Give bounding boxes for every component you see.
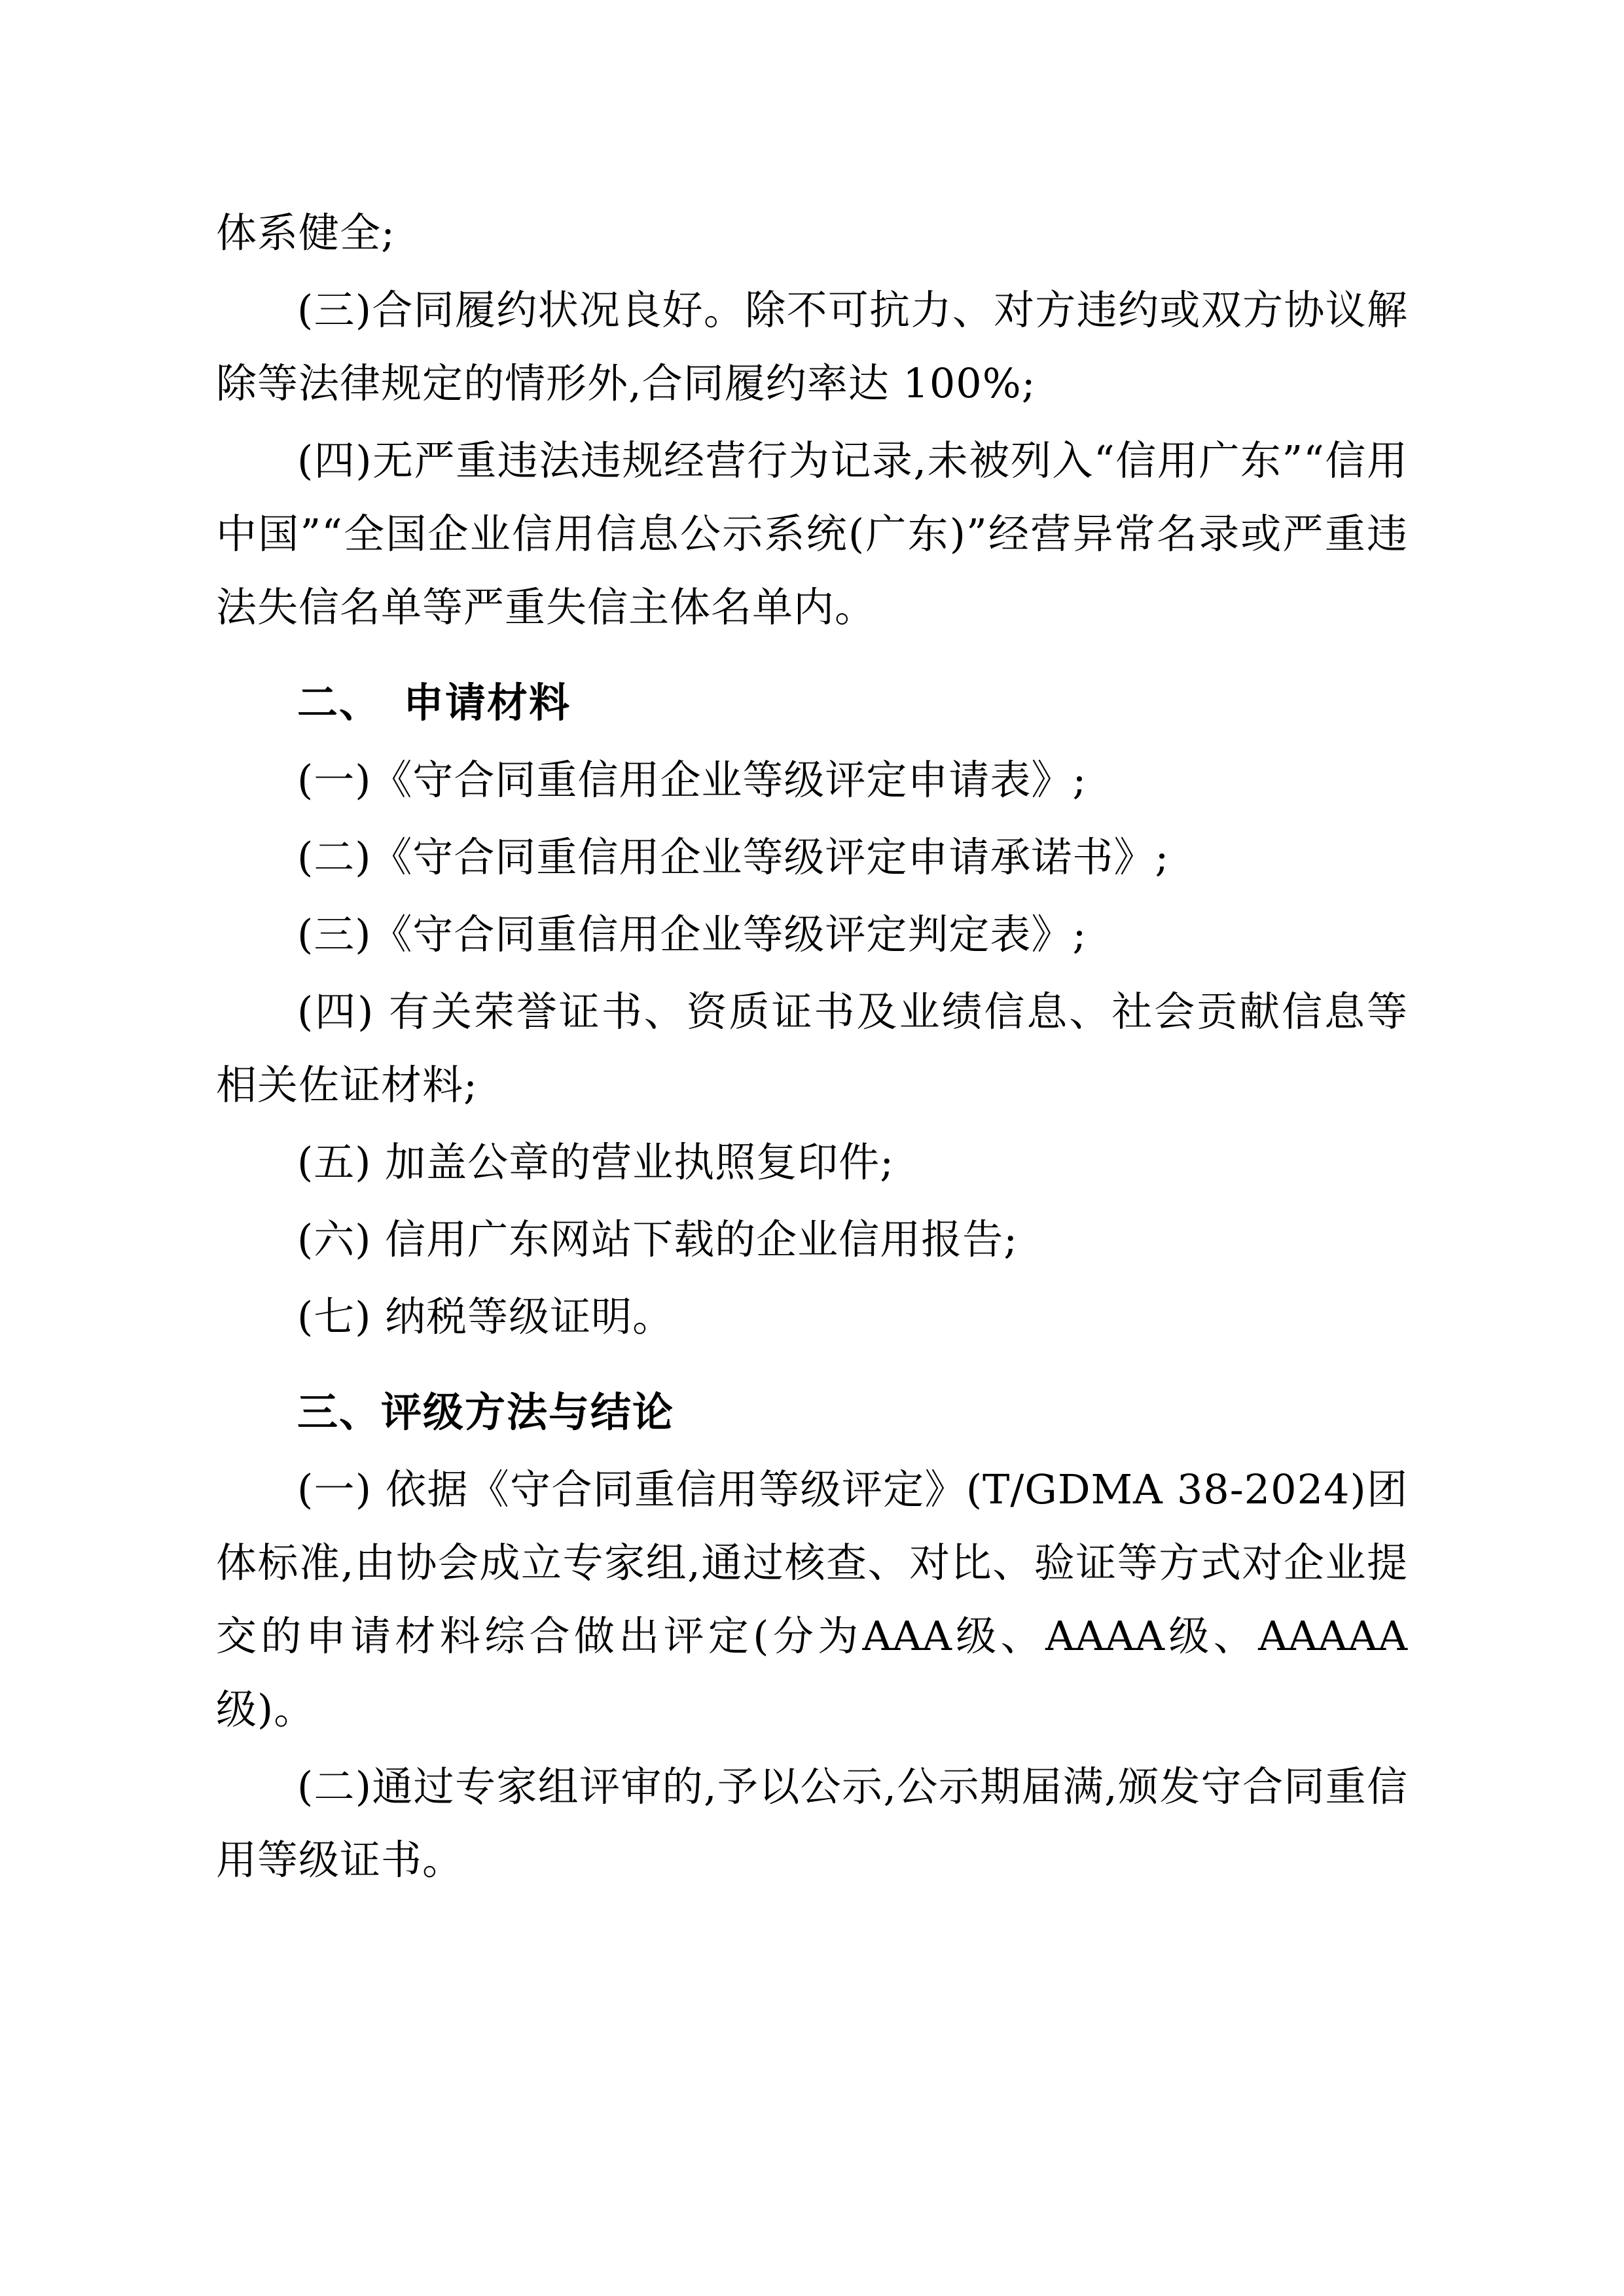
heading-section-three-title: 评级方法与结论 [381, 1388, 675, 1436]
list-item-rating-2: (二)通过专家组评审的,予以公示,公示期届满,颁发守合同重信用等级证书。 [216, 1763, 1408, 1884]
heading-section-two-title: 申请材料 [403, 679, 571, 726]
list-item-material-4: (四) 有关荣誉证书、资质证书及业绩信息、社会贡献信息等相关佐证材料; [216, 988, 1408, 1109]
heading-section-two [216, 666, 1408, 740]
document-body [216, 196, 1408, 1897]
list-item-material-1: (一)《守合同重信用企业等级评定申请表》; [297, 756, 1087, 804]
paragraph-condition-three: (三)合同履约状况良好。除不可抗力、对方违约或双方协议解除等法律规定的情形外,合同履约率达 100%; [216, 286, 1408, 407]
paragraph-condition-four: (四)无严重违法违规经营行为记录,未被列入“信用广东”“信用中国”“全国企业信用信息公示系统(广东)”经营异常名录或严重违法失信名单等严重失信主体名单内。 [216, 437, 1408, 631]
section-spacer [216, 648, 1408, 655]
list-item-material-5: (五) 加盖公章的营业执照复印件; [297, 1138, 894, 1186]
heading-section-two-number: 二、 [297, 679, 382, 726]
heading-section-three-number: 三、 [297, 1388, 382, 1436]
paragraph-continued-line: 体系健全; [216, 209, 395, 257]
list-item-material-2: (二)《守合同重信用企业等级评定申请承诺书》; [297, 833, 1170, 881]
list-item-rating-1: (一) 依据《守合同重信用等级评定》(T/GDMA 38-2024)团体标准,由协会成立专家组,通过核查、对比、验证等方式对企业提交的申请材料综合做出评定(分为AAA级、AAAA级、AAAAA级)。 [216, 1465, 1408, 1733]
list-item-material-6: (六) 信用广东网站下载的企业信用报告; [297, 1215, 1018, 1263]
list-item-material-3: (三)《守合同重信用企业等级评定判定表》; [297, 910, 1087, 958]
section-spacer-two [216, 1357, 1408, 1364]
heading-section-three [216, 1376, 1408, 1449]
list-item-material-7: (七) 纳税等级证明。 [297, 1293, 674, 1340]
